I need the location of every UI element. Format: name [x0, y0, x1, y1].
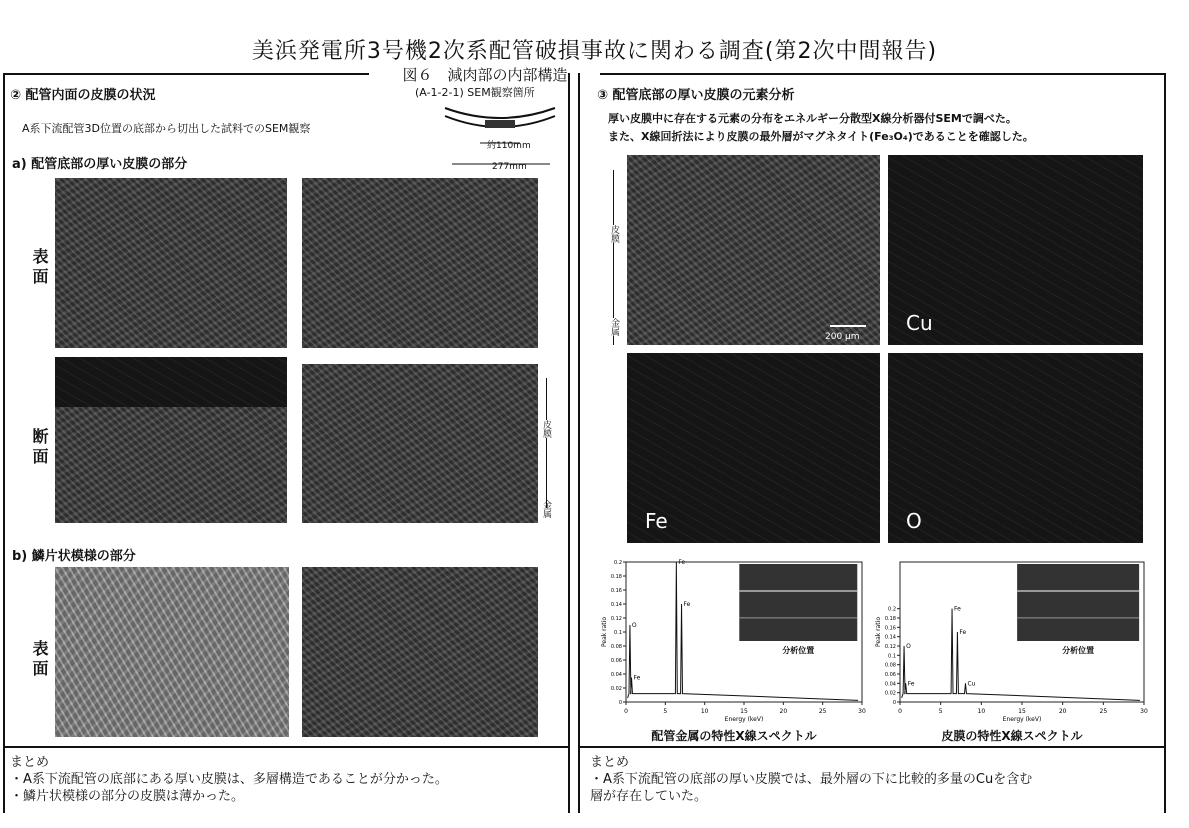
- right-heading: ③ 配管底部の厚い皮膜の元素分析: [597, 88, 795, 103]
- y-tick-label: 0.12: [610, 616, 622, 622]
- y-tick-label: 0.04: [884, 681, 896, 688]
- eds-sem-image: [627, 155, 880, 345]
- y-tick-label: 0.02: [884, 690, 896, 697]
- figure-caption: 図６ 減肉部の内部構造: [402, 66, 568, 84]
- label-surface-b: 表面: [30, 640, 49, 680]
- x-tick-label: 10: [700, 708, 709, 715]
- y-tick-label: 0.12: [884, 644, 896, 650]
- y-tick-label: 0.14: [610, 602, 622, 608]
- peak-label: Fe: [959, 629, 967, 636]
- eds-map-fe: [627, 353, 880, 543]
- sem-scale-high: [302, 567, 538, 737]
- film-bracket: [546, 378, 547, 508]
- x-tick-label: 5: [938, 708, 943, 715]
- y-tick-label: 0.14: [884, 634, 896, 641]
- y-tick-label: 0: [892, 700, 896, 706]
- x-tick-label: 15: [740, 708, 748, 715]
- x-tick-label: 30: [858, 708, 866, 715]
- frame-mid: [568, 73, 570, 813]
- y-tick-label: 0.18: [610, 574, 622, 580]
- inset-label: 分析位置: [782, 646, 815, 655]
- scale-bar-label: 200 μm: [825, 332, 860, 342]
- left-heading: ② 配管内面の皮膜の状況: [10, 88, 156, 103]
- y-tick-label: 0.16: [884, 625, 896, 632]
- inset-image: [739, 564, 857, 641]
- x-tick-label: 20: [1058, 708, 1067, 715]
- peak-label: O: [631, 622, 637, 629]
- label-metal-right: 金属: [609, 318, 619, 336]
- x-tick-label: 0: [898, 708, 902, 715]
- y-tick-label: 0.06: [884, 672, 896, 678]
- x-tick-label: 25: [818, 708, 827, 715]
- left-summary: [10, 754, 448, 805]
- frame-right: [1164, 73, 1166, 813]
- y-tick-label: 0.06: [610, 658, 622, 664]
- label-section: 断面: [30, 428, 49, 468]
- peak-label: Fe: [633, 674, 641, 682]
- sem-scale-low: [55, 567, 289, 737]
- label-film-right: 皮膜: [609, 225, 619, 243]
- label-metal: 金属: [541, 500, 551, 518]
- sem-surface-high: [302, 178, 538, 348]
- x-tick-label: 5: [663, 708, 668, 715]
- x-tick-label: 20: [779, 708, 788, 715]
- y-axis-label: Peak ratio: [601, 617, 608, 647]
- y-tick-label: 0.1: [888, 653, 896, 660]
- frame-left: [3, 73, 5, 813]
- x-axis-label: Energy (keV): [1002, 716, 1042, 723]
- x-tick-label: 15: [1018, 708, 1026, 715]
- y-tick-label: 0.16: [610, 588, 622, 594]
- right-summary: [590, 754, 1032, 805]
- divider: [3, 746, 570, 748]
- divider: [578, 746, 1166, 748]
- element-label-cu: Cu: [906, 311, 933, 335]
- scale-bar: [830, 325, 866, 327]
- y-tick-label: 0.08: [884, 662, 896, 669]
- left-description: A系下流配管3D位置の底部から切出した試料でのSEM観察: [22, 122, 311, 135]
- eds-map-cu: [888, 155, 1143, 345]
- sem-section-low: [55, 407, 287, 523]
- y-tick-label: 0.08: [610, 644, 622, 650]
- y-tick-label: 0.2: [888, 606, 896, 613]
- y-tick-label: 0.04: [610, 672, 622, 678]
- summary-title: まとめ: [590, 755, 630, 770]
- sub-a-heading: a) 配管底部の厚い皮膜の部分: [12, 157, 188, 172]
- inset-dim2: 277mm: [492, 162, 527, 172]
- spectrum-chart-metal: [598, 556, 870, 724]
- spectrum-chart-film: [872, 556, 1152, 724]
- inset-dim1: 約110mm: [487, 141, 531, 151]
- peak-label: Fe: [678, 559, 686, 566]
- peak-label: Cu: [967, 680, 976, 688]
- x-tick-label: 30: [1140, 708, 1148, 715]
- x-axis-label: Energy (keV): [724, 716, 764, 723]
- element-label-fe: Fe: [645, 509, 668, 533]
- y-tick-label: 0.2: [614, 560, 622, 566]
- frame-mid2: [578, 73, 580, 813]
- label-surface: 表面: [30, 248, 49, 288]
- right-desc1: 厚い皮膜中に存在する元素の分布をエネルギー分散型X線分析器付SEMで調べた。: [608, 112, 1017, 125]
- y-tick-label: 0.02: [610, 686, 622, 692]
- caption-film: 皮膜の特性X線スペクトル: [941, 729, 1083, 743]
- summary-line: ・A系下流配管の底部の厚い皮膜では、最外層の下に比較的多量のCuを含む: [590, 772, 1033, 787]
- summary-title: まとめ: [10, 755, 50, 770]
- peak-label: Fe: [907, 680, 915, 688]
- eds-map-o: [888, 353, 1143, 543]
- y-tick-label: 0.1: [614, 630, 622, 636]
- sem-section-top: [55, 357, 287, 407]
- y-axis-label: Peak ratio: [875, 617, 882, 647]
- peak-label: Fe: [954, 605, 961, 613]
- peak-label: Fe: [683, 601, 691, 608]
- caption-metal: 配管金属の特性X線スペクトル: [651, 729, 817, 743]
- x-tick-label: 0: [624, 708, 628, 715]
- summary-line: ・鱗片状模様の部分の皮膜は薄かった。: [10, 789, 245, 804]
- x-tick-label: 25: [1099, 708, 1108, 715]
- summary-line: ・A系下流配管の底部にある厚い皮膜は、多層構造であることが分かった。: [10, 772, 448, 787]
- inset-image: [1017, 564, 1139, 641]
- sub-b-heading: b) 鱗片状模様の部分: [12, 549, 136, 564]
- divider: [600, 73, 1166, 75]
- summary-line: 層が存在していた。: [590, 789, 708, 804]
- peak-label: O: [906, 643, 911, 650]
- divider: [3, 73, 369, 75]
- inset-label: 分析位置: [1062, 646, 1095, 655]
- sem-section-high: [302, 364, 538, 523]
- inset-ref: (A-1-2-1) SEM観察箇所: [415, 86, 535, 99]
- y-tick-label: 0.18: [884, 616, 896, 622]
- right-desc2: また、X線回折法により皮膜の最外層がマグネタイト(Fe₃O₄)であることを確認した。: [608, 130, 1034, 143]
- x-tick-label: 10: [977, 708, 986, 715]
- document-title: 美浜発電所3号機2次系配管破損事故に関わる調査(第2次中間報告): [251, 39, 938, 64]
- element-label-o: O: [906, 509, 922, 533]
- y-tick-label: 0: [618, 700, 622, 706]
- sem-surface-low: [55, 178, 287, 348]
- label-film: 皮膜: [541, 420, 551, 438]
